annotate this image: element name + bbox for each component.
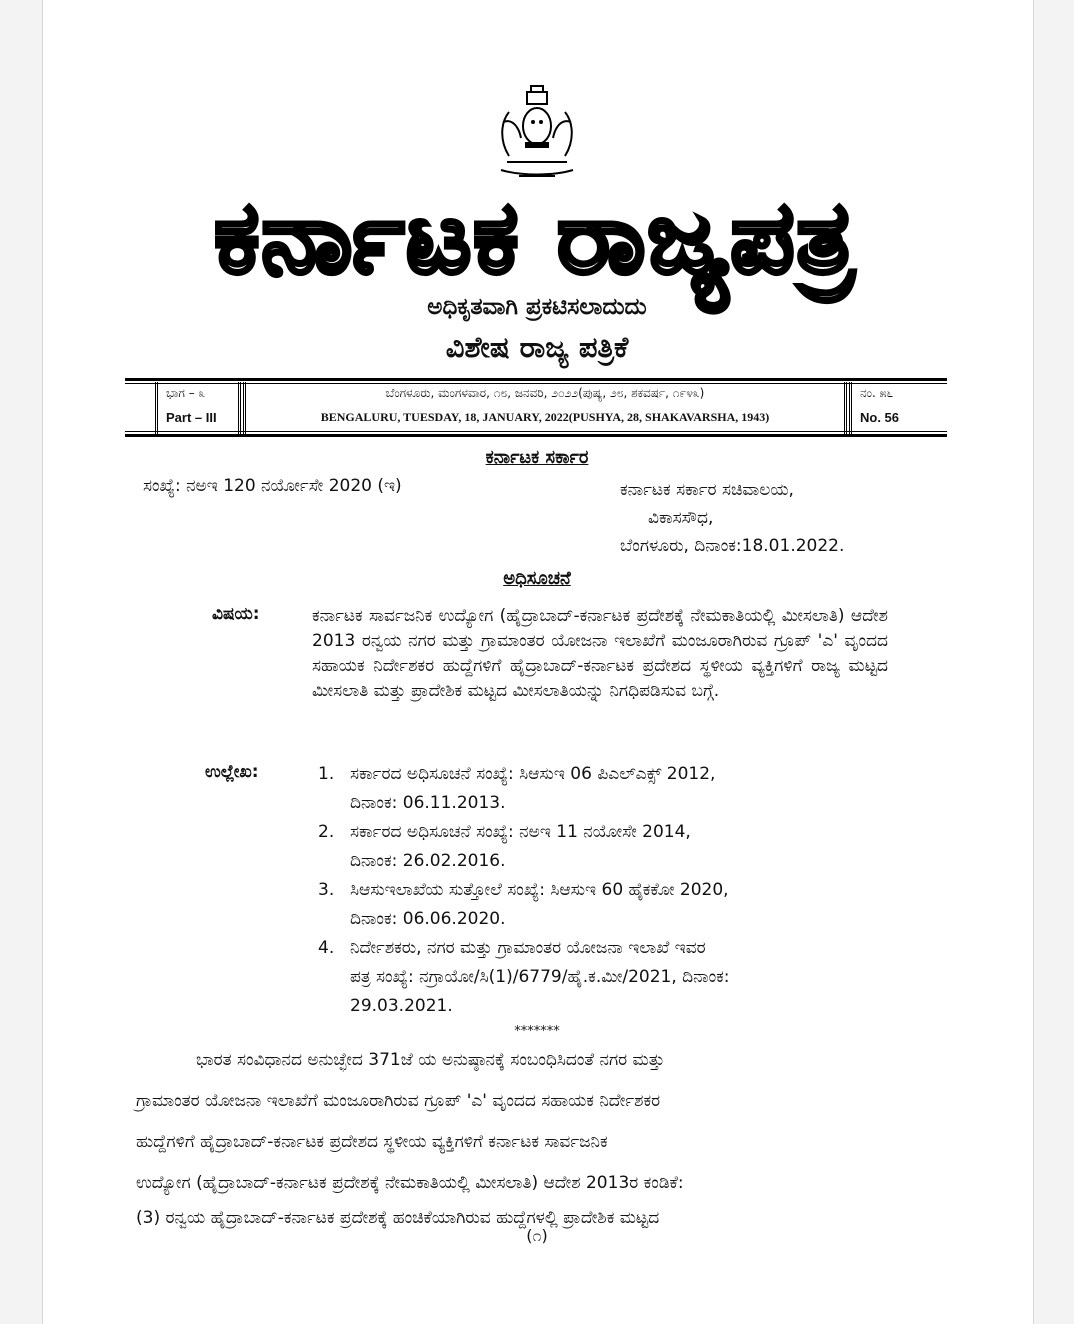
reference-number: 3. xyxy=(318,880,335,900)
issue-header xyxy=(125,382,947,434)
reference-text: ದಿನಾಂಕ: 26.02.2016. xyxy=(350,851,506,871)
page-number: (೧) xyxy=(526,1226,548,1245)
address-line: ವಿಕಾಸಸೌಧ, xyxy=(648,508,714,528)
part-kannada: ಭಾಗ – ೩ xyxy=(166,386,206,400)
reference-label: ಉಲ್ಲೇಖ: xyxy=(205,762,259,782)
body-line: ಹುದ್ದೆಗಳಿಗೆ ಹೈದ್ರಾಬಾದ್-ಕರ್ನಾಟಕ ಪ್ರದೇಶದ ಸ್ಥಳೀಯ ವ್ಯಕ್ತಿಗಳಿಗೆ ಕರ್ನಾಟಕ ಸಾರ್ವಜನಿಕ xyxy=(136,1132,608,1152)
reference-text: ಸರ್ಕಾರದ ಅಧಿಸೂಚನೆ ಸಂಖ್ಯೆ: ನಅಇ 11 ನಯೋಸೇ 2014, xyxy=(350,822,691,842)
gazette-special-title: ವಿಶೇಷ ರಾಜ್ಯ ಪತ್ರಿಕೆ xyxy=(445,330,629,364)
issuing-address xyxy=(620,476,844,560)
state-emblem-icon xyxy=(489,82,585,182)
reference-text: ಪತ್ರ ಸಂಖ್ಯೆ: ನಗ್ರಾಯೋ/ಸಿ(1)/6779/ಹೈ.ಕ.ಮೀ/2021, ದಿನಾಂಕ: xyxy=(350,967,730,987)
subject-text: ಕರ್ನಾಟಕ ಸಾರ್ವಜನಿಕ ಉದ್ಯೋಗ (ಹೈದ್ರಾಬಾದ್-ಕರ್ನಾಟಕ ಪ್ರದೇಶಕ್ಕೆ ನೇಮಕಾತಿಯಲ್ಲಿ ಮೀಸಲಾತಿ) ಆದೇಶ 2013 ರನ್ವಯ ನಗರ ಮತ್ತು ಗ್ರಾಮಾಂತರ ಯೋಜನಾ ಇಲಾಖೆಗೆ ಮಂಜೂರಾಗಿರುವ ಗ್ರೂಪ್ 'ಎ' ವೃಂದದ ಸಹಾಯಕ ನಿರ್ದೇಶಕರ ಹುದ್ದೆಗಳಿಗೆ ಹೈದ್ರಾಬಾದ್-ಕರ್ನಾಟಕ ಪ್ರದೇಶದ ಸ್ಥಳೀಯ ವ್ಯಕ್ತಿಗಳಿಗೆ ರಾಜ್ಯ ಮಟ್ಟದ ಮೀಸಲಾತಿ ಮತ್ತು ಪ್ರಾದೇಶಿಕ ಮಟ್ಟದ ಮೀಸಲಾತಿಯನ್ನು ನಿಗಧಿಪಡಿಸುವ ಬಗ್ಗೆ. xyxy=(312,606,888,701)
issue-date-english: BENGALURU, TUESDAY, 18, JANUARY, 2022(PUSHYA, 28, SHAKAVARSHA, 1943) xyxy=(320,410,770,424)
reference-text: ನಿರ್ದೇಶಕರು, ನಗರ ಮತ್ತು ಗ್ರಾಮಾಂತರ ಯೋಜನಾ ಇಲಾಖೆ ಇವರ xyxy=(350,938,706,958)
body-line: ಗ್ರಾಮಾಂತರ ಯೋಜನಾ ಇಲಾಖೆಗೆ ಮಂಜೂರಾಗಿರುವ ಗ್ರೂಪ್ 'ಎ' ವೃಂದದ ಸಹಾಯಕ ನಿರ್ದೇಶಕರ xyxy=(136,1091,661,1111)
reference-text: 29.03.2021. xyxy=(350,996,453,1016)
issue-date-cell xyxy=(243,382,847,434)
address-line: ಕರ್ನಾಟಕ ಸರ್ಕಾರ ಸಚಿವಾಲಯ, xyxy=(620,480,794,500)
body-line: ಭಾರತ ಸಂವಿಧಾನದ ಅನುಚ್ಛೇದ 371ಜೆ ಯ ಅನುಷ್ಠಾನಕ್ಕೆ ಸಂಬಂಧಿಸಿದಂತೆ ನಗರ ಮತ್ತು xyxy=(196,1050,665,1070)
issue-number-kannada: ನಂ. ೫೬ xyxy=(860,386,894,400)
gazette-masthead: ಕರ್ನಾಟಕ ರಾಜ್ಯಪತ್ರ xyxy=(214,179,856,296)
reference-text: ದಿನಾಂಕ: 06.11.2013. xyxy=(350,793,506,813)
reference-number: 1. xyxy=(318,764,335,784)
issue-number-cell xyxy=(849,382,950,434)
government-heading: ಕರ್ನಾಟಕ ಸರ್ಕಾರ xyxy=(485,447,589,468)
subject-label: ವಿಷಯ: xyxy=(212,604,260,624)
part-english: Part – III xyxy=(166,410,217,425)
reference-text: ದಿನಾಂಕ: 06.06.2020. xyxy=(350,909,506,929)
header-bottom-rule xyxy=(125,434,947,437)
notification-title: ಅಧಿಸೂಚನೆ xyxy=(503,568,571,589)
reference-number: 2. xyxy=(318,822,335,842)
part-cell xyxy=(155,382,241,434)
header-top-rule xyxy=(125,378,947,381)
issue-number-english: No. 56 xyxy=(860,410,900,425)
reference-text: ಸರ್ಕಾರದ ಅಧಿಸೂಚನೆ ಸಂಖ್ಯೆ: ಸಿಆಸುಇ 06 ಪಿಎಲ್ಎಕ್ಸ್ 2012, xyxy=(350,764,716,784)
body-line: ಉದ್ಯೋಗ (ಹೈದ್ರಾಬಾದ್-ಕರ್ನಾಟಕ ಪ್ರದೇಶಕ್ಕೆ ನೇಮಕಾತಿಯಲ್ಲಿ ಮೀಸಲಾತಿ) ಆದೇಶ 2013ರ ಕಂಡಿಕೆ: xyxy=(136,1173,684,1193)
section-separator: ******* xyxy=(514,1024,560,1039)
reference-text: ಸಿಆಸುಇಲಾಖೆಯ ಸುತ್ತೋಲೆ ಸಂಖ್ಯೆ: ಸಿಆಸುಇ 60 ಹೈಕಕೋ 2020, xyxy=(350,880,729,900)
address-line: ಬೆಂಗಳೂರು, ದಿನಾಂಕ:18.01.2022. xyxy=(620,536,845,556)
order-number: ಸಂಖ್ಯೆ: ನಅಇ 120 ನರ್ಯೋಸೇ 2020 (ಇ) xyxy=(143,476,402,496)
reference-number: 4. xyxy=(318,938,335,958)
issue-date-kannada: ಬೆಂಗಳೂರು, ಮಂಗಳವಾರ, ೧೮, ಜನವರಿ, ೨೦೨೨(ಪುಷ್ಯ, ೨೮, ಶಕವರ್ಷ, ೧೯೪೩) xyxy=(385,386,705,400)
body-line: (3) ರನ್ವಯ ಹೈದ್ರಾಬಾದ್-ಕರ್ನಾಟಕ ಪ್ರದೇಶಕ್ಕೆ ಹಂಚಿಕೆಯಾಗಿರುವ ಹುದ್ದೆಗಳಲ್ಲಿ ಪ್ರಾದೇಶಿಕ ಮಟ್ಟದ xyxy=(136,1208,660,1228)
gazette-subtitle: ಅಧಿಕೃತವಾಗಿ ಪ್ರಕಟಿಸಲಾದುದು xyxy=(427,294,647,320)
header-bottom-rule-thin xyxy=(125,431,947,432)
